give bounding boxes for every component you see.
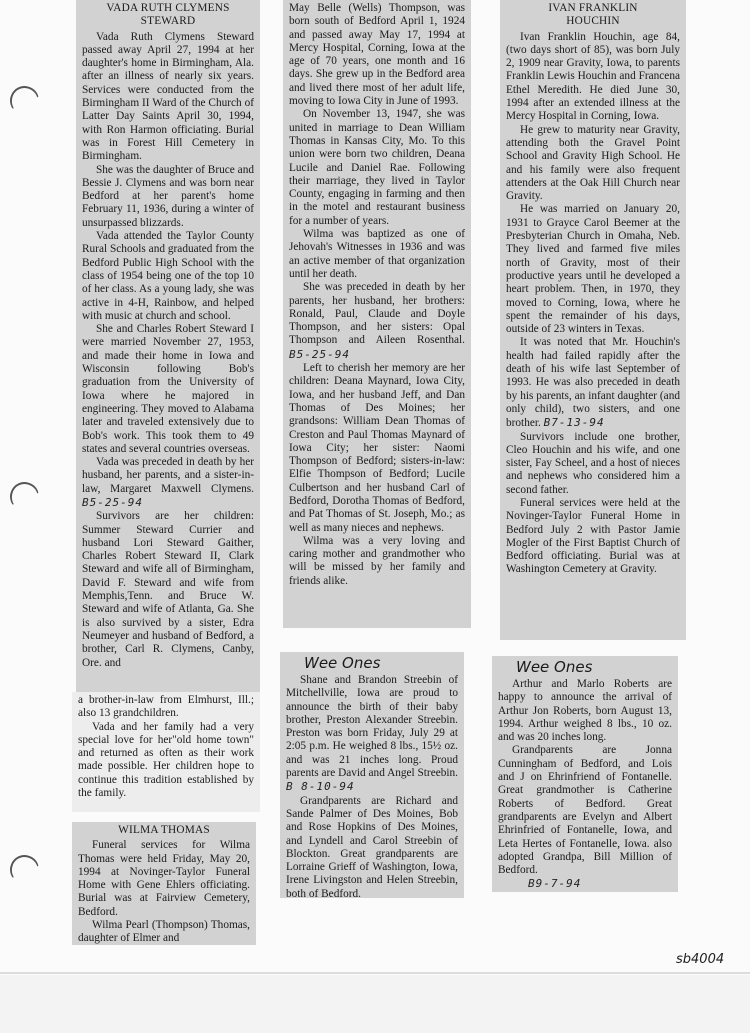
obituary-paragraph: Vada Ruth Clymens Steward passed away April 27, 1994 at her daughter's home in Birmingham, Ala. after an illness of nearly six years. Services were conducted from the Birmingham II Ward of the Church of Latter Day Saints April 30, 1994, with Ron Harmon officiating. Burial was in Forest Hill Cemetery in Birmingham.: [82, 30, 254, 163]
obituary-vada-steward: [76, 0, 260, 692]
handwritten-date: B7-13-94: [543, 416, 605, 430]
obituary-paragraph: Vada was preceded in death by her husband, her parents, and a sister-in-law, Margaret Maxwell Clymens. B5-25-94: [82, 456, 254, 509]
obituary-wilma-thomas-start: [72, 822, 256, 945]
obituary-paragraph: She and Charles Robert Steward I were married November 27, 1953, and made their home in Iowa and Wisconsin following Bob's graduation from the University of Iowa where he majored in engineering. They moved to Alabama later and traveled extensively due to Bob's work. This took them to 49 states and several countries overseas.: [82, 323, 254, 455]
obituary-paragraph: Wilma Pearl (Thompson) Thomas, daughter of Elmer and: [78, 919, 250, 945]
obituary-paragraph: He grew to maturity near Gravity, attending both the Gravel Point School and Gravity High School. He and his family were also frequent attenders at the Oak Hill Church near Gravity.: [506, 123, 680, 203]
birth-announcement-streebin: [280, 652, 464, 898]
obituary-paragraph: Funeral services for Wilma Thomas were held Friday, May 20, 1994 at Novinger-Taylor Funeral Home with Gene Ehlers officiating. Burial was at Fairview Cemetery, Bedford.: [78, 839, 250, 918]
obituary-ivan-houchin: [500, 0, 686, 640]
obituary-title: IVAN FRANKLIN HOUCHIN: [548, 2, 638, 28]
announcement-paragraph: Arthur and Marlo Roberts are happy to announce the arrival of Arthur Jon Roberts, born August 13, 1994. Arthur weighed 8 lbs., 10 oz. and was 20 inches long.: [498, 678, 672, 744]
obituary-wilma-thomas-continued: [283, 0, 471, 628]
announcement-paragraph: Grandparents are Jonna Cunningham of Bedford, and Lois and J on Ehrinfriend of Fontanelle. Great grandmother is Catherine Roberts of Bedford. Great grandparents are Evelyn and Albert Ehrinfried of Fontanelle, Iowa, and Leta Hertes of Fontanelle, Iowa. also adopted Grandpa, Bill Million of Bedford.: [498, 744, 672, 877]
announcement-heading: Wee Ones: [304, 654, 381, 672]
obituary-paragraph: He was married on January 20, 1931 to Grayce Carol Beemer at the Presbyterian Church in Omaha, Neb. They lived and farmed five miles north of Gravity, most of their productive years until he developed a heart problem. Then, in 1970, they moved to Corning, Iowa, where he spent the remainder of his days, outside of 23 winters in Texas.: [506, 203, 680, 336]
announcement-heading: Wee Ones: [516, 658, 593, 676]
obituary-paragraph: She was the daughter of Bruce and Bessie J. Clymens and was born near Bedford at her parent's home February 11, 1936, during a winter of unsurpassed blizzards.: [82, 163, 254, 229]
obituary-paragraph: Survivors include one brother, Cleo Houchin and his wife, and one sister, Fay Scheel, and a host of nieces and nephews who considered him a second father.: [506, 430, 680, 496]
obituary-paragraph: On November 13, 1947, she was united in marriage to Dean William Thomas in Kansas City, Mo. To this union were born two children, Deana Lucile and Daniel Rae. Following their marriage, they lived in Taylor County, engaging in farming and then in the motel and restaurant business for a number of years.: [289, 108, 465, 227]
obituary-paragraph: a brother-in-law from Elmhurst, Ill.; also 13 grandchildren.: [78, 694, 254, 720]
handwritten-date: B5-25-94: [289, 347, 350, 361]
obituary-title: VADA RUTH CLYMENS STEWARD: [106, 2, 230, 28]
obituary-paragraph: Ivan Franklin Houchin, age 84, (two days short of 85), was born July 2, 1909 near Gravity, Iowa, to parents Franklin Lewis Houchin and Francena Ethel Meredith. He died June 30, 1994 after an extended illness at the Mercy Hospital in Corning, Iowa.: [506, 30, 680, 123]
catalog-number: sb4004: [676, 952, 725, 967]
birth-announcement-roberts: [492, 656, 678, 892]
obituary-vada-continued: [72, 692, 260, 812]
announcement-paragraph: Grandparents are Richard and Sande Palmer of Des Moines, Bob and Rose Hopkins of Des Moines, and Lyndell and Carol Streebin of Blockton. Great grandparents are Lorraine Grieff of Washington, Iowa, Irene Livingston and Helen Streebin, both of Bedford.: [286, 794, 458, 898]
obituary-paragraph: May Belle (Wells) Thompson, was born south of Bedford April 1, 1924 and passed away May 17, 1994 at Mercy Hospital, Corning, Iowa at the age of 70 years, one month and 16 days. She grew up in the Bedford area and lived there most of her adult life, moving to Iowa City in June of 1993.: [289, 2, 465, 108]
obituary-title: WILMA THOMAS: [118, 824, 210, 836]
obituary-paragraph: Wilma was a very loving and caring mother and grandmother who will be missed by her family and friends alike.: [289, 534, 465, 587]
obituary-paragraph: It was noted that Mr. Houchin's health had failed rapidly after the death of his wife last September of 1993. He was also preceded in death by his parents, an infant daughter (and only child), two sisters, and one brother. B7-13-94: [506, 336, 680, 430]
obituary-paragraph: Funeral services were held at the Novinger-Taylor Funeral Home in Bedford July 2 with Pastor Jamie Mogler of the First Baptist Church of Bedford officiating. Burial was at Washington Cemetery at Gravity.: [506, 496, 680, 576]
scan-fold-line: [0, 972, 750, 974]
handwritten-date: B5-25-94: [82, 495, 143, 509]
obituary-paragraph: Wilma was baptized as one of Jehovah's Witnesses in 1936 and was an active member of that organization until her death.: [289, 228, 465, 280]
obituary-paragraph: She was preceded in death by her parents, her husband, her brothers: Ronald, Paul, Claude and Doyle Thompson, and her sisters: Opal Thompson and Aileen Rosenthal. B5-25-94: [289, 281, 465, 361]
obituary-paragraph: Left to cherish her memory are her children: Deana Maynard, Iowa City, Iowa, and her husband Jeff, and Dan Thomas of Des Moines; her grandsons: William Dean Thomas of Creston and Paul Thomas Maynard of Iowa City; her sister: Naomi Thompson of Bedford; sisters-in-law: Elfie Thompson of Bedford; Lucile Culbertson and her husband Carl of Bedford, Dorotha Thomas of Bedford, and Pat Thomas of St. Joseph, Mo.; as well as many nieces and nephews.: [289, 362, 465, 534]
announcement-paragraph: Shane and Brandon Streebin of Mitchellville, Iowa are proud to announce the birth of their baby brother, Preston Alexander Streebin. Preston was born Friday, July 29 at 2:05 p.m. He weighed 8 lbs., 15½ oz. and was 21 inches long. Proud parents are David and Angel Streebin. B 8-10-94: [286, 674, 458, 794]
handwritten-date: B 8-10-94: [286, 780, 355, 794]
obituary-paragraph: Survivors are her children: Summer Steward Currier and husband Lori Steward Gaither, Charles Robert Steward II, Clark Steward and wife all of Birmingham, David F. Steward and wife from Memphis,Tenn. and Bruce W. Steward and wife of Atlanta, Ga. She is also survived by a sister, Edra Neumeyer and husband of Bedford, a brother, Carl R. Clymens, Canby, Ore. and: [82, 510, 254, 669]
obituary-paragraph: Vada attended the Taylor County Rural Schools and graduated from the Bedford Public High School with the class of 1954 being one of the top 10 of her class. As a young lady, she was active in 4-H, Rainbow, and helped with music at church and school.: [82, 230, 254, 322]
scan-bottom-margin: [0, 975, 750, 1033]
handwritten-date: B9-7-94: [528, 877, 582, 891]
obituary-paragraph: Vada and her family had a very special love for her"old home town" and returned as often as their work made possible. Her children hope to continue this tradition established by the family.: [78, 720, 254, 800]
